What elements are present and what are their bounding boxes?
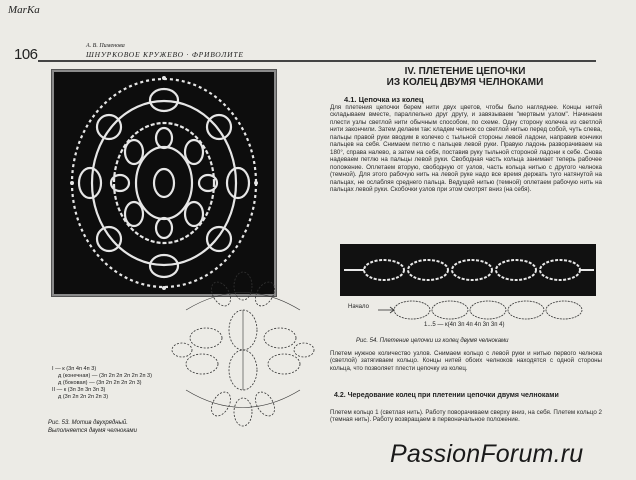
legend-line: д (боковая) — (3п 2п 2п 2п 2п 3) <box>58 380 142 386</box>
section-4-2-text: Плетем кольцо 1 (светлая нить). Работу поворачиваем сверху вниз, на себя. Плетем кольцо 2 (темная нить). Работу возвращаем в первоначальное положение. <box>330 409 602 424</box>
header-rule <box>38 60 596 62</box>
legend-line: I — к (3п 4п 4п 3) <box>52 366 97 372</box>
chain-formula: 1...5 — к(4п 3п 4п 4п 3п 3п 4) <box>424 322 505 328</box>
chapter-title <box>340 66 590 88</box>
chain-start-label: Начало <box>348 304 369 310</box>
section-4-1-heading: 4.1. Цепочка из колец <box>344 95 424 104</box>
section-4-1-text: Для плетения цепочки берем нити двух цветов, чтобы было нагляднее. Концы нитей складываем вместе, параллельно друг другу, и завязываем "мертвым узлом". Начинаем плести узлы светлой нити обычным способом, по схеме. Одну сторону колечка из светлой нити закончили. Затем делаем так: кладем челнок со светлой нитью перед собой, чуть слева, пальцы правой руки вводим в колечко с тыльной стороны левой ладони, направив кончики пальцев на себя. Снимаем петлю с пальцев левой руки. Правую ладонь разворачиваем на 180°, справа налево, а затем на себя, поставив руку тыльной стороной ладони к себе. Снова надеваем петлю на пальцы левой руки. Свободная часть кольца занимает теперь рабочее положение. Оплетаем вторую, свободную от узлов, часть кольца нитью с другого челнока (темной). Для этого рабочую нить на левой руке надо все время держать туго натянутой на пальцах, не ослабляя среднего пальца. Ведущей нитью (темной) оплетаем рабочую нить на пальцах левой руки. Скобочки узлов при этом смотрят вниз (на себя). <box>330 104 602 193</box>
section-4-2-heading: 4.2. Чередование колец при плетении цепочки двумя челноками <box>334 392 559 399</box>
motif-diagram <box>166 270 320 434</box>
lace-photo <box>52 70 276 296</box>
paragraph-after-figure: Плетем нужное количество узлов. Снимаем кольцо с левой руки и нитью первого челнока (светлой) затягиваем кольцо. Концы нитей обоих челноков находятся с одной стороны кольца, что позволяет плести цепочку из колец. <box>330 350 602 372</box>
book-title: ШНУРКОВОЕ КРУЖЕВО · ФРИВОЛИТЕ <box>86 50 244 59</box>
page-number: 106 <box>14 46 38 63</box>
author-name: А. В. Пименова <box>86 43 125 49</box>
chapter-title-line2: ИЗ КОЛЕЦ ДВУМЯ ЧЕЛНОКАМИ <box>386 77 544 88</box>
figure-53-caption-line1: Рис. 53. Мотив двухрядный. <box>48 420 128 426</box>
figure-53-legend <box>52 366 152 401</box>
figure-53-caption-line2: Выполняется двумя челноками <box>48 427 138 434</box>
ring-chain-photo <box>340 244 596 296</box>
ring-chain-drawing <box>340 244 596 296</box>
figure-54-caption: Рис. 54. Плетение цепочки из колец двумя челноками <box>356 338 509 344</box>
site-label: MarKa <box>8 4 40 16</box>
chapter-title-line1: IV. ПЛЕТЕНИЕ ЦЕПОЧКИ <box>404 66 526 77</box>
site-watermark: PassionForum.ru <box>390 440 584 468</box>
legend-line: д (3п 2п 2п 2п 2п 3) <box>58 394 109 400</box>
legend-line: д (конечная) — (3п 2п 2п 2п 2п 2п 3) <box>58 373 153 379</box>
legend-line: II — к (3п 3п 3п 3п 3) <box>52 387 106 393</box>
lace-photo-drawing <box>54 72 274 294</box>
figure-53-caption <box>48 420 137 435</box>
